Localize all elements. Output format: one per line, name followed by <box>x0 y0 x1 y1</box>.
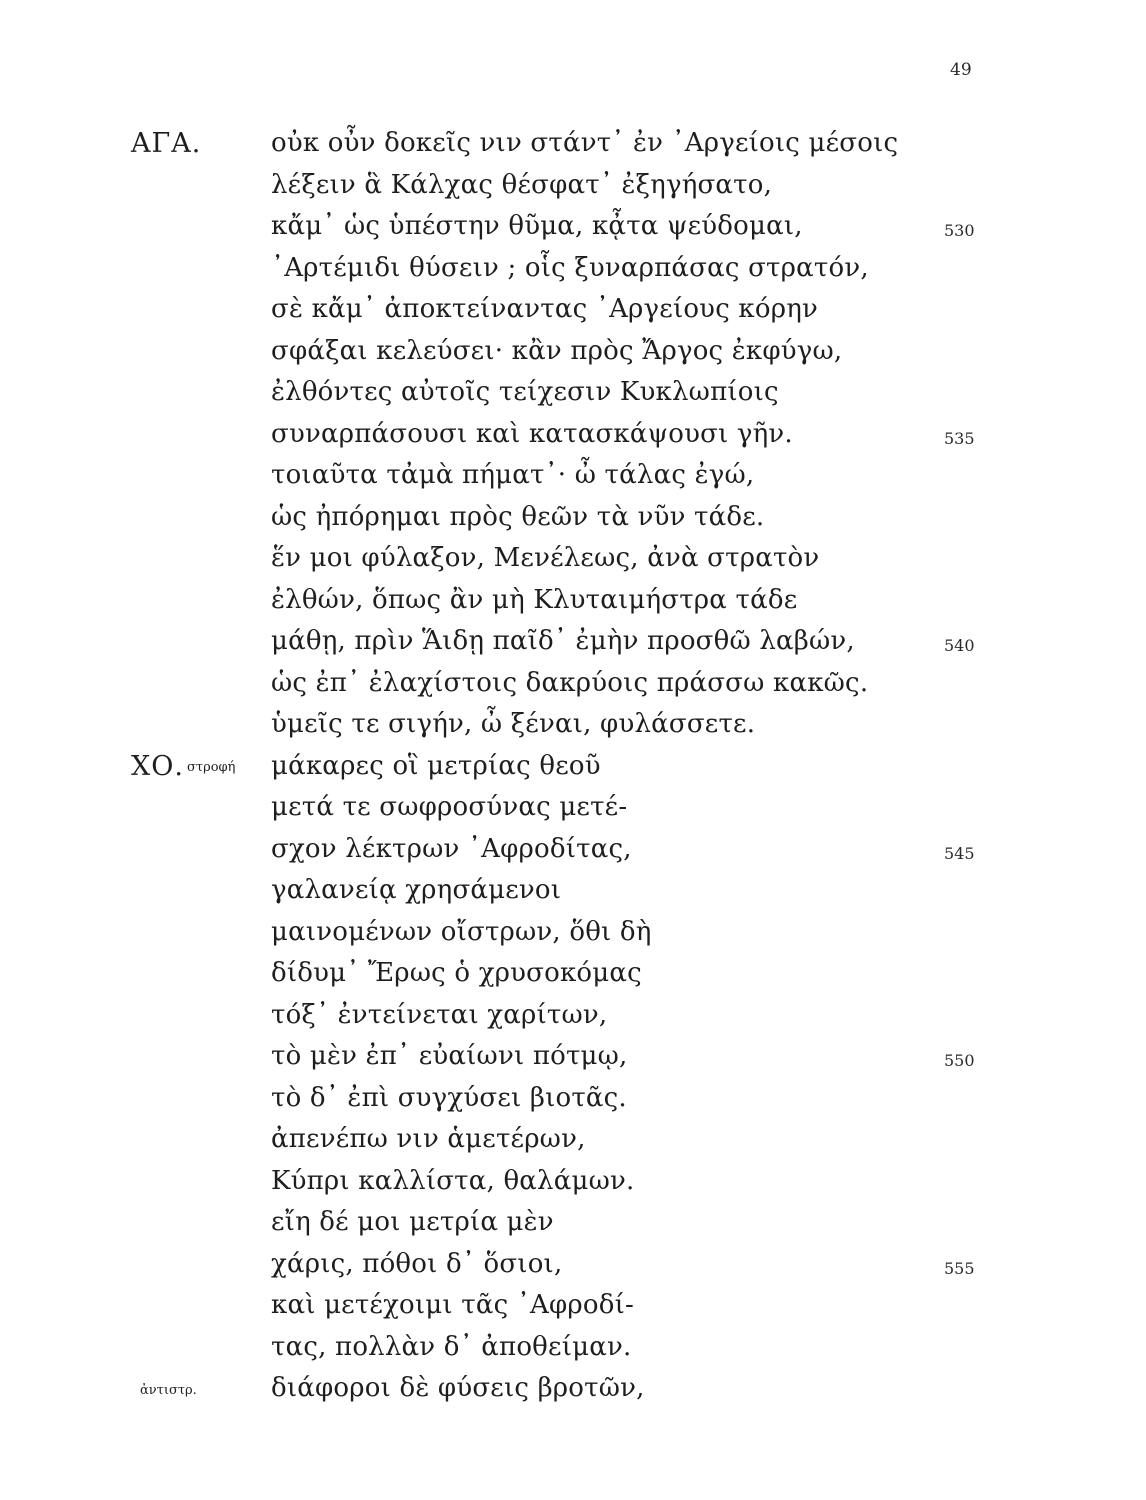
verse-text: ὡς ἐπ᾽ ἐλαχίστοις δακρύοις πράσσω κακῶς. <box>271 667 869 698</box>
verse-text: ὡς ἠπόρημαι πρὸς θεῶν τὰ νῦν τάδε. <box>271 501 765 532</box>
verse-line <box>0 1373 1146 1415</box>
verse-line <box>0 875 1146 917</box>
verse-text: ἐλθόντες αὐτοῖς τείχεσιν Κυκλωπίοις <box>271 377 779 407</box>
verse-line <box>0 585 1146 627</box>
verse-text: τόξ᾽ ἐντείνεται χαρίτων, <box>271 999 608 1030</box>
verse-text: Κύπρι καλλίστα, θαλάμων. <box>271 1165 635 1196</box>
verse-line <box>0 626 1146 668</box>
verse-line <box>0 460 1146 502</box>
verse-text: μετά τε σωφροσύνας μετέ- <box>271 792 628 822</box>
verse-line <box>0 543 1146 585</box>
verse-line <box>0 668 1146 710</box>
verse-line <box>0 1290 1146 1332</box>
verse-line <box>0 917 1146 959</box>
verse-line <box>0 1041 1146 1083</box>
verse-text: συναρπάσουσι καὶ κατασκάψουσι γῆν. <box>271 418 793 449</box>
verse-line <box>0 1083 1146 1125</box>
line-number: 530 <box>944 221 975 240</box>
verse-text: οὐκ οὖν δοκεῖς νιν στάντ᾽ ἐν ᾽Αργείοις μέσοις <box>271 128 899 158</box>
verse-text: ὑμεῖς τε σιγήν, ὦ ξέναι, φυλάσσετε. <box>271 709 756 739</box>
verse-line <box>0 1332 1146 1374</box>
verse-line <box>0 792 1146 834</box>
verse-line <box>0 1207 1146 1249</box>
stanza-marker: ἀντιστρ. <box>140 1383 197 1398</box>
verse-text: καὶ μετέχοιμι τᾶς ᾽Αφροδί- <box>271 1290 634 1320</box>
verse-line <box>0 128 1146 170</box>
verse-line <box>0 1249 1146 1291</box>
line-number: 555 <box>944 1258 975 1278</box>
verse-line <box>0 1166 1146 1208</box>
page-number: 49 <box>950 60 972 80</box>
verse-text: εἴη δέ μοι μετρία μὲν <box>271 1207 554 1237</box>
verse-line <box>0 211 1146 253</box>
verse-text: ἐλθών, ὅπως ἂν μὴ Κλυταιμήστρα τάδε <box>271 584 798 615</box>
speaker-label: ΧΟ. <box>131 750 184 782</box>
verse-line <box>0 1124 1146 1166</box>
verse-text: γαλανείᾳ χρησάμενοι <box>271 875 562 905</box>
line-number: 540 <box>944 636 975 655</box>
verse-text: σφάξαι κελεύσει· κἂν πρὸς Ἄργος ἐκφύγω, <box>271 335 843 366</box>
speaker-label: ΑΓΑ. <box>131 128 202 159</box>
verse-text: μάκαρες οἳ μετρίας θεοῦ <box>271 750 601 781</box>
verse-line <box>0 170 1146 212</box>
verse-line <box>0 751 1146 793</box>
verse-line <box>0 253 1146 295</box>
verse-line <box>0 834 1146 876</box>
verse-text: σχον λέκτρων ᾽Αφροδίτας, <box>271 833 632 864</box>
verse-line <box>0 294 1146 336</box>
verse-text: σὲ κἄμ᾽ ἀποκτείναντας ᾽Αργείους κόρην <box>271 294 818 324</box>
verse-line <box>0 502 1146 544</box>
verse-line <box>0 1000 1146 1042</box>
verse-line <box>0 709 1146 751</box>
line-number: 535 <box>944 428 975 448</box>
verse-block <box>0 128 1146 1415</box>
verse-text: κἄμ᾽ ὡς ὑπέστην θῦμα, κᾆτα ψεύδομαι, <box>271 211 803 241</box>
verse-text: μάθῃ, πρὶν Ἅιδῃ παῖδ᾽ ἐμὴν προσθῶ λαβών, <box>271 626 855 656</box>
verse-text: λέξειν ἃ Κάλχας θέσφατ᾽ ἐξηγήσατο, <box>271 169 773 200</box>
verse-text: χάρις, πόθοι δ᾽ ὅσιοι, <box>271 1248 563 1279</box>
verse-text: μαινομένων οἴστρων, ὅθι δὴ <box>271 916 652 947</box>
verse-line <box>0 958 1146 1000</box>
verse-line <box>0 336 1146 378</box>
verse-text: τας, πολλὰν δ᾽ ἀποθείμαν. <box>271 1331 632 1362</box>
verse-text: ἕν μοι φύλαξον, Μενέλεως, ἀνὰ στρατὸν <box>271 543 820 573</box>
verse-line <box>0 377 1146 419</box>
verse-text: τοιαῦτα τἀμὰ πήματ᾽· ὦ τάλας ἐγώ, <box>271 460 755 490</box>
verse-text: διάφοροι δὲ φύσεις βροτῶν, <box>271 1373 645 1403</box>
verse-text: δίδυμ᾽ Ἔρως ὁ χρυσοκόμας <box>271 958 642 988</box>
line-number: 550 <box>944 1051 975 1070</box>
verse-text: τὸ δ᾽ ἐπὶ συγχύσει βιοτᾶς. <box>271 1082 627 1113</box>
stanza-marker: στροφή <box>187 759 236 775</box>
verse-line <box>0 419 1146 461</box>
verse-text: ᾽Αρτέμιδι θύσειν ; οἷς ξυναρπάσας στρατόν, <box>271 252 869 283</box>
line-number: 545 <box>944 843 975 863</box>
verse-text: ἀπενέπω νιν ἁμετέρων, <box>271 1124 586 1154</box>
verse-text: τὸ μὲν ἐπ᾽ εὐαίωνι πότμῳ, <box>271 1041 628 1071</box>
